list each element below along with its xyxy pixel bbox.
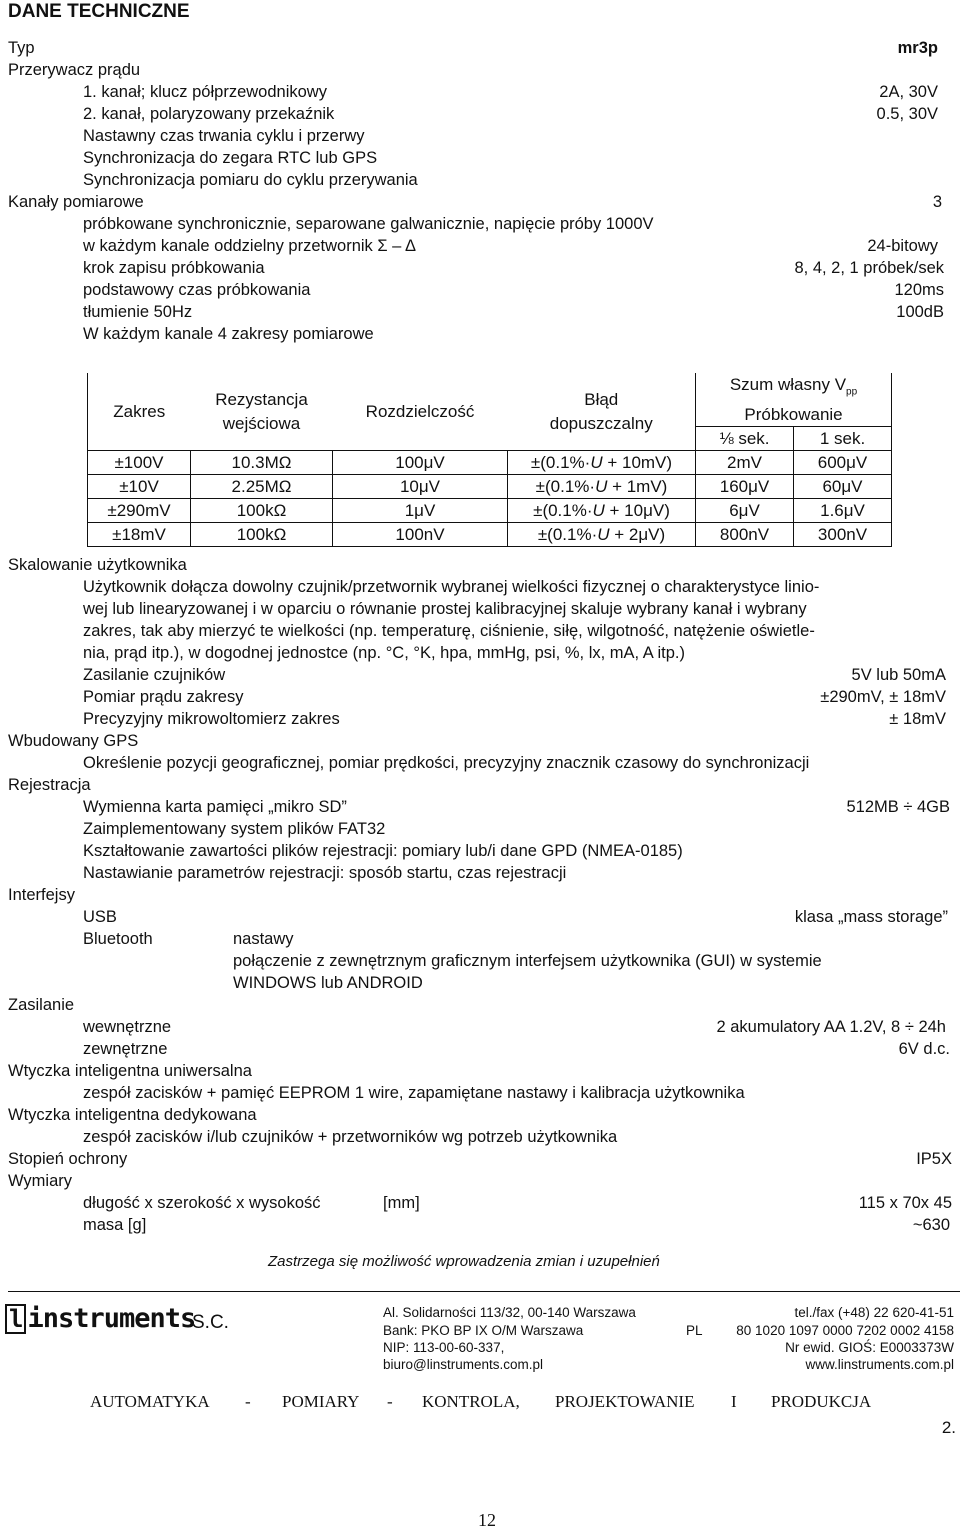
przerywacz-label: Przerywacz prądu <box>8 61 141 79</box>
mikrowoltomierz-label: Precyzyjny mikrowoltomierz zakres <box>83 710 340 728</box>
pomiar-pradu-label: Pomiar prądu zakresy <box>83 688 244 706</box>
kanaly-label: Kanały pomiarowe <box>8 193 144 211</box>
footer-nip: NIP: 113-00-60-337, <box>383 1340 505 1355</box>
kanaly-value: 3 <box>932 193 942 211</box>
kanal2-label: 2. kanał, polaryzowany przekaźnik <box>83 105 335 123</box>
cell-blad-prefix: ±(0.1%· <box>535 477 596 497</box>
header-rezystancja-line1: Rezystancja <box>215 389 308 409</box>
table-row <box>88 475 892 499</box>
dimensions-label: długość x szerokość x wysokość <box>83 1194 321 1212</box>
karta-value: 512MB ÷ 4GB <box>846 798 950 816</box>
usb-label: USB <box>83 908 117 926</box>
table-row <box>88 451 892 475</box>
kanal1-value: 2A, 30V <box>879 83 938 101</box>
gps-line: Określenie pozycji geograficznej, pomiar prędkości, precyzyjny znacznik czasowy do synchronizacji <box>83 754 810 772</box>
typ-value: mr3p <box>897 39 938 57</box>
wymiary-label: Wymiary <box>8 1172 73 1190</box>
company-suffix: S.C. <box>192 1312 229 1333</box>
wtyczka-dedykowana-label: Wtyczka inteligentna dedykowana <box>8 1106 257 1124</box>
cell-zakres: ±10V <box>88 475 191 499</box>
cell-szum-s2: 60μV <box>794 475 892 499</box>
cell-szum-s2: 300nV <box>794 523 892 547</box>
footer-divider <box>8 1291 960 1292</box>
slogan-word: PRODUKCJA <box>771 1392 872 1411</box>
cell-rozdzielczosc: 100μV <box>333 451 508 475</box>
table-row <box>88 523 892 547</box>
cell-rezystancja: 10.3MΩ <box>191 451 333 475</box>
cell-rozdzielczosc: 10μV <box>333 475 508 499</box>
header-blad <box>508 373 696 451</box>
mikrowoltomierz-value: ± 18mV <box>889 710 946 728</box>
bluetooth-value: połączenie z zewnętrznym graficznym interfejsem użytkownika (GUI) w systemie <box>233 952 822 970</box>
slogan-word: AUTOMATYKA <box>90 1392 210 1411</box>
footer-phone: tel./fax (+48) 22 620-41-51 <box>794 1305 954 1320</box>
page-title: DANE TECHNICZNE <box>8 1 190 22</box>
gps-label: Wbudowany GPS <box>8 732 139 750</box>
ranges-table <box>87 373 892 547</box>
typ-label: Typ <box>8 39 35 57</box>
mass-value: ~630 <box>912 1216 950 1234</box>
kanaly-value: 100dB <box>896 303 944 321</box>
footer-website[interactable]: www.linstruments.com.pl <box>805 1357 954 1372</box>
cell-blad-suffix: + 1mV) <box>607 477 668 497</box>
kanal2-value: 0.5, 30V <box>876 105 938 123</box>
rejestracja-line: Kształtowanie zawartości plików rejestracji: pomiary lub/i dane GPD (NMEA-0185) <box>83 842 683 860</box>
header-szum-sub: pp <box>846 386 858 398</box>
company-logo <box>5 1304 195 1334</box>
cell-blad-prefix: ±(0.1%· <box>530 453 591 473</box>
slogan-word: PROJEKTOWANIE <box>555 1392 695 1411</box>
cell-blad-prefix: ±(0.1%· <box>537 525 598 545</box>
cell-blad-suffix: + 10μV) <box>604 501 670 521</box>
wtyczka-dedykowana-line: zespół zacisków i/lub czujników + przetworników wg potrzeb użytkownika <box>83 1128 618 1146</box>
footer-gios: Nr ewid. GIOŚ: E0003373W <box>785 1340 954 1355</box>
zasilanie-czujnikow-label: Zasilanie czujników <box>83 666 226 684</box>
footer-address: Al. Solidarności 113/32, 00-140 Warszawa <box>383 1305 636 1320</box>
cell-blad <box>508 523 696 547</box>
skalowanie-label: Skalowanie użytkownika <box>8 556 187 574</box>
skalowanie-para: zakres, tak aby mierzyć te wielkości (np. temperaturę, ciśnienie, siłę, wilgotność, natężenie oświetle- <box>83 622 815 640</box>
usb-value: klasa „mass storage” <box>794 908 948 926</box>
kanal1-label: 1. kanał; klucz półprzewodnikowy <box>83 83 327 101</box>
kanaly-line: w każdym kanale oddzielny przetwornik Σ – Δ <box>83 237 417 255</box>
slogan-word: KONTROLA, <box>422 1392 520 1411</box>
cell-rezystancja: 100kΩ <box>191 523 333 547</box>
zasilanie-czujnikow-value: 5V lub 50mA <box>851 666 946 684</box>
cell-rozdzielczosc: 1μV <box>333 499 508 523</box>
cell-szum-s2: 1.6μV <box>794 499 892 523</box>
page-number: 12 <box>478 1510 496 1530</box>
stopien-label: Stopień ochrony <box>8 1150 128 1168</box>
bluetooth-value: nastawy <box>233 930 294 948</box>
kanaly-value: 8, 4, 2, 1 próbek/sek <box>794 259 944 277</box>
header-s2: 1 sek. <box>794 427 892 451</box>
footer-email[interactable]: biuro@linstruments.com.pl <box>383 1357 544 1372</box>
footer-account: 80 1020 1097 0000 7202 0002 4158 <box>736 1323 954 1338</box>
footer-page-marker: 2. <box>941 1418 956 1437</box>
cell-blad-prefix: ±(0.1%· <box>533 501 593 521</box>
przerywacz-line: Nastawny czas trwania cyklu i przerwy <box>83 127 365 145</box>
header-zakres: Zakres <box>88 373 191 451</box>
cell-blad-variable: U <box>592 501 605 521</box>
cell-rezystancja: 100kΩ <box>191 499 333 523</box>
slogan-word: - <box>245 1392 251 1411</box>
kanaly-line: tłumienie 50Hz <box>83 303 193 321</box>
cell-blad <box>508 499 696 523</box>
rejestracja-label: Rejestracja <box>8 776 91 794</box>
cell-szum-s1: 800nV <box>696 523 794 547</box>
cell-szum-s1: 6μV <box>696 499 794 523</box>
cell-zakres: ±100V <box>88 451 191 475</box>
cell-blad-suffix: + 10mV) <box>602 453 673 473</box>
footer-country: PL <box>686 1323 703 1338</box>
slogan-word: POMIARY <box>282 1392 360 1411</box>
skalowanie-para: wej lub linearyzowanej i w oparciu o równanie prostej kalibracyjnej skaluje wybrany kanał i wybrany <box>83 600 807 618</box>
cell-blad-variable: U <box>590 453 603 473</box>
skalowanie-para: nia, prąd itp.), w dogodnej jednostce (np. °C, °K, hpa, mmHg, psi, %, lx, mA, A itp.) <box>83 644 685 662</box>
interfejsy-label: Interfejsy <box>8 886 75 904</box>
bluetooth-label: Bluetooth <box>83 930 153 948</box>
przerywacz-line: Synchronizacja pomiaru do cyklu przerywania <box>83 171 418 189</box>
karta-label: Wymienna karta pamięci „mikro SD” <box>83 798 347 816</box>
zewnetrzne-label: zewnętrzne <box>83 1040 168 1058</box>
header-rezystancja <box>191 373 333 451</box>
cell-zakres: ±290mV <box>88 499 191 523</box>
cell-blad <box>508 451 696 475</box>
cell-blad-variable: U <box>597 525 610 545</box>
logo-text: instruments <box>27 1303 196 1334</box>
table-row <box>88 499 892 523</box>
wtyczka-uniwersalna-label: Wtyczka inteligentna uniwersalna <box>8 1062 252 1080</box>
cell-szum-s1: 2mV <box>696 451 794 475</box>
wewnetrzne-label: wewnętrzne <box>83 1018 172 1036</box>
skalowanie-para: Użytkownik dołącza dowolny czujnik/przetwornik wybranej wielkości fizycznej o charakterystyce linio- <box>83 578 820 596</box>
cell-rozdzielczosc: 100nV <box>333 523 508 547</box>
przerywacz-line: Synchronizacja do zegara RTC lub GPS <box>83 149 378 167</box>
slogan-word: I <box>731 1392 737 1411</box>
cell-blad <box>508 475 696 499</box>
cell-szum-s1: 160μV <box>696 475 794 499</box>
header-probkowanie: Próbkowanie <box>696 403 892 427</box>
slogan-word: - <box>387 1392 393 1411</box>
zewnetrzne-value: 6V d.c. <box>898 1040 950 1058</box>
zasilanie-label: Zasilanie <box>8 996 75 1014</box>
kanaly-line: próbkowane synchronicznie, separowane galwanicznie, napięcie próby 1000V <box>83 215 654 233</box>
cell-szum-s2: 600μV <box>794 451 892 475</box>
footer-bank: Bank: PKO BP IX O/M Warszawa <box>383 1323 584 1338</box>
kanaly-value: 120ms <box>894 281 944 299</box>
kanaly-line: podstawowy czas próbkowania <box>83 281 311 299</box>
header-rezystancja-line2: wejściowa <box>222 413 301 433</box>
wtyczka-uniwersalna-line: zespół zacisków + pamięć EEPROM 1 wire, zapamiętane nastawy i kalibracja użytkownika <box>83 1084 745 1102</box>
pomiar-pradu-value: ±290mV, ± 18mV <box>820 688 946 706</box>
mass-label: masa [g] <box>83 1216 147 1234</box>
header-szum-text: Szum własny V <box>729 375 847 394</box>
dimensions-unit: [mm] <box>383 1194 420 1212</box>
wewnetrzne-value: 2 akumulatory AA 1.2V, 8 ÷ 24h <box>716 1018 946 1036</box>
kanaly-line: krok zapisu próbkowania <box>83 259 265 277</box>
cell-zakres: ±18mV <box>88 523 191 547</box>
header-blad-line1: Błąd <box>584 389 619 409</box>
cell-rezystancja: 2.25MΩ <box>191 475 333 499</box>
rejestracja-line: Zaimplementowany system plików FAT32 <box>83 820 386 838</box>
header-blad-line2: dopuszczalny <box>549 413 653 433</box>
header-rozdzielczosc: Rozdzielczość <box>365 402 475 422</box>
bluetooth-value: WINDOWS lub ANDROID <box>233 974 423 992</box>
header-s1: ⅛ sek. <box>696 427 794 451</box>
kanaly-value: 24-bitowy <box>867 237 938 255</box>
logo-l-box: l <box>5 1304 26 1334</box>
kanaly-line: W każdym kanale 4 zakresy pomiarowe <box>83 325 374 343</box>
rejestracja-line: Nastawianie parametrów rejestracji: sposób startu, czas rejestracji <box>83 864 567 882</box>
header-szum <box>696 373 892 403</box>
cell-blad-suffix: + 2μV) <box>609 525 666 545</box>
dimensions-value: 115 x 70x 45 <box>858 1194 952 1212</box>
cell-blad-variable: U <box>595 477 608 497</box>
stopien-value: IP5X <box>916 1150 952 1168</box>
disclaimer-note: Zastrzega się możliwość wprowadzenia zmian i uzupełnień <box>268 1253 660 1270</box>
